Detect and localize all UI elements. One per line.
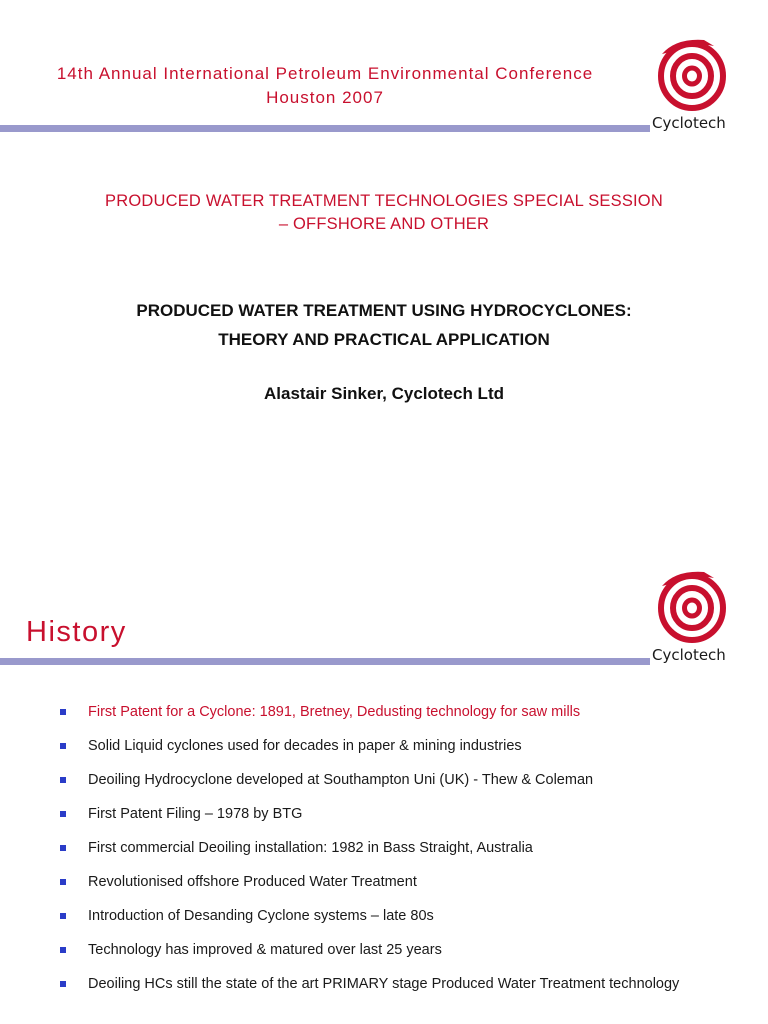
bullet-text: Deoiling HCs still the state of the art PRIMARY stage Produced Water Treatment technology [88,976,680,992]
bullet-text: Technology has improved & matured over last 25 years [88,942,442,958]
square-bullet-icon [60,811,66,817]
square-bullet-icon [60,777,66,783]
square-bullet-icon [60,845,66,851]
square-bullet-icon [60,879,66,885]
cyclotech-logo [652,568,734,664]
bullet-item [60,804,760,838]
logo-text: Cyclotech [652,114,726,132]
square-bullet-icon [60,709,66,715]
session-line-2: – OFFSHORE AND OTHER [278,215,490,233]
bullet-text: Solid Liquid cyclones used for decades in paper & mining industries [88,738,522,754]
bullet-item [60,872,760,906]
bullet-item [60,770,760,804]
bullet-item [60,838,760,872]
cyclotech-swirl-icon [656,36,728,112]
history-bullet-list [60,702,760,1008]
author-line: Alastair Sinker, Cyclotech Ltd [264,384,504,403]
slide-title: History [26,616,127,648]
session-line-1: PRODUCED WATER TREATMENT TECHNOLOGIES SPECIAL SESSION [105,192,663,210]
history-slide [0,512,768,1024]
square-bullet-icon [60,913,66,919]
conference-line-1: 14th Annual International Petroleum Environmental Conference [56,64,594,83]
bullet-text: Revolutionised offshore Produced Water Treatment [88,874,417,890]
square-bullet-icon [60,947,66,953]
square-bullet-icon [60,743,66,749]
paper-title-line-1: PRODUCED WATER TREATMENT USING HYDROCYCLONES: [136,301,632,320]
bullet-text: Deoiling Hydrocyclone developed at Southampton Uni (UK) - Thew & Coleman [88,772,594,788]
header-rule [0,658,650,665]
paper-title-line-2: THEORY AND PRACTICAL APPLICATION [218,330,550,349]
bullet-item [60,702,760,736]
session-title [0,190,768,236]
square-bullet-icon [60,981,66,987]
bullet-text: First commercial Deoiling installation: 1982 in Bass Straight, Australia [88,840,533,856]
bullet-text: First Patent for a Cyclone: 1891, Bretney, Dedusting technology for saw mills [88,704,581,720]
bullet-item [60,940,760,974]
conference-line-2: Houston 2007 [266,88,384,107]
paper-title [0,296,768,354]
bullet-item [60,736,760,770]
header-rule [0,125,650,132]
conference-title [0,62,650,110]
logo-text: Cyclotech [652,646,726,664]
bullet-item [60,906,760,940]
cyclotech-logo [652,36,734,132]
cyclotech-swirl-icon [656,568,728,644]
bullet-text: Introduction of Desanding Cyclone systems – late 80s [88,908,434,924]
bullet-item [60,974,760,1008]
bullet-text: First Patent Filing – 1978 by BTG [88,806,303,822]
